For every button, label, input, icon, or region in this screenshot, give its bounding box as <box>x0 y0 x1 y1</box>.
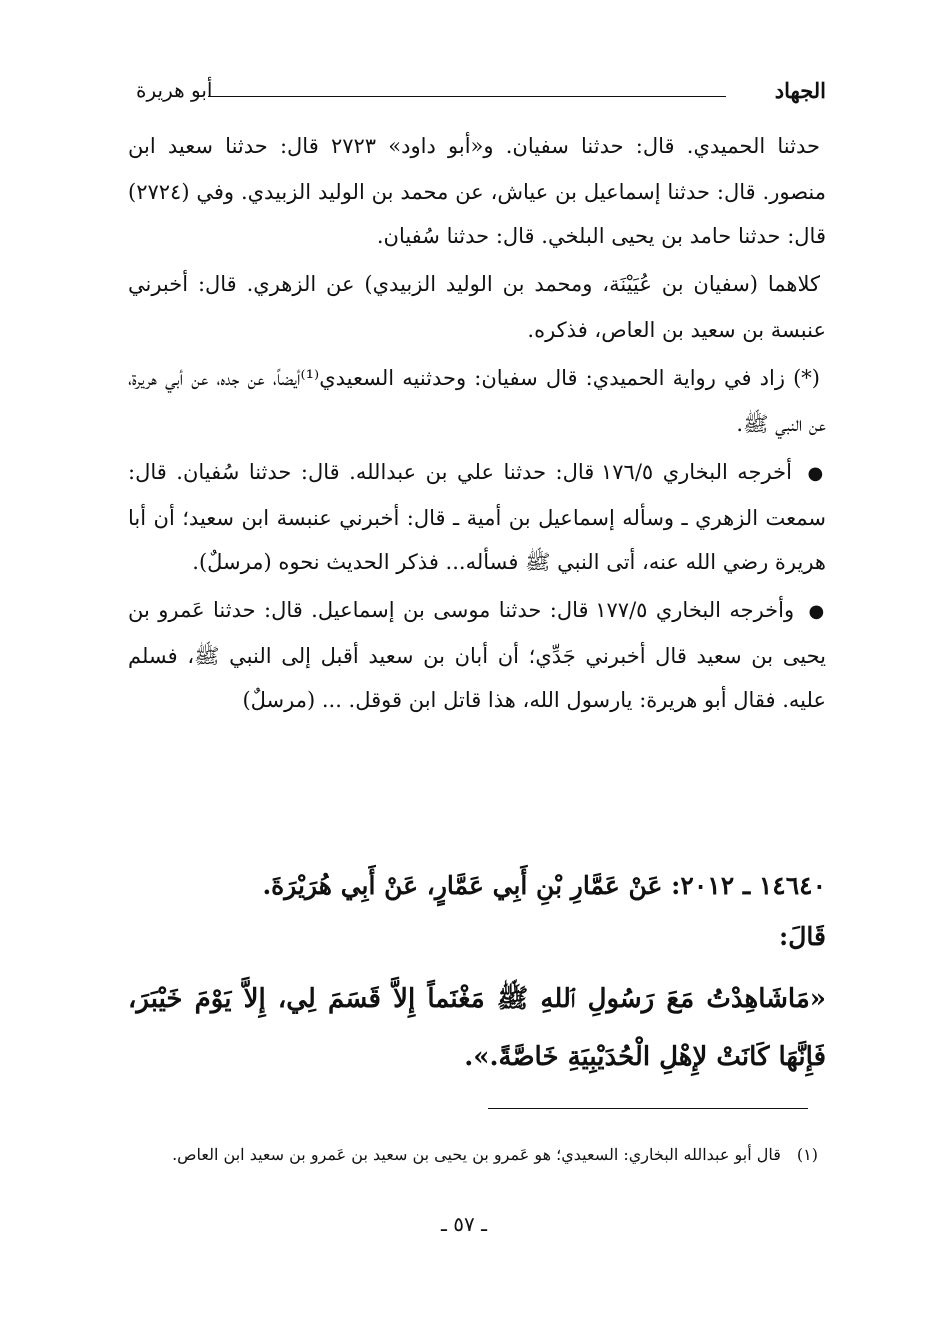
paragraph-5 <box>128 588 826 722</box>
paragraph-text: كلاهما (سفيان بن عُيَيْنَة، ومحمد بن الوليد الزبيدي) عن الزهري. قال: أخبرني عنبسة بن سعيد بن العاص، فذكره. <box>128 272 826 342</box>
running-header <box>136 78 826 112</box>
hadith-said: قَالَ: <box>779 922 826 951</box>
paragraph-2 <box>128 262 826 352</box>
paragraph-4 <box>128 450 826 584</box>
bullet-icon: ● <box>808 601 826 622</box>
header-rule <box>208 96 726 97</box>
hadith-text: «مَاشَاهِدْتُ مَعَ رَسُولِ ٱللهِ ﷺ مَغْنَماً إِلاَّ قَسَمَ لِي، إِلاَّ يَوْمَ خَيْبَرَ، فَإِنَّهَا كَانَتْ لإِهْلِ الْحُدَيْبِيَةِ خَاصَّةً.». <box>128 984 826 1072</box>
footnote-rule <box>488 1108 808 1109</box>
hadith-block <box>128 858 826 1086</box>
paragraph-text: (*) زاد في رواية الحميدي: قال سفيان: وحدثنيه السعيدي⁽¹⁾أيضاً، عن جده، عن أبي هريرة، عن النبي ﷺ. <box>128 366 826 436</box>
paragraph-text: حدثنا الحميدي. قال: حدثنا سفيان. و«أبو داود» ٢٧٢٣ قال: حدثنا سعيد ابن منصور. قال: حدثنا إسماعيل بن عياش، عن محمد بن الوليد الزبيدي. وفي (٢٧٢٤) قال: حدثنا حامد بن يحيى البلخي. قال: حدثنا سُفيان. <box>128 134 826 248</box>
narrator-title: أبو هريرة <box>136 78 213 102</box>
paragraph-3 <box>128 356 826 446</box>
bullet-icon: ● <box>807 463 826 484</box>
page-number: ـ ٥٧ ـ <box>441 1212 487 1236</box>
hadith-heading: ١٤٦٤٠ ـ ٢٠١٢: عَنْ عَمَّارِ بْنِ أَبِي عَمَّارٍ، عَنْ أَبِي هُرَيْرَةَ. <box>262 871 826 900</box>
paragraph-text: أخرجه البخاري ١٧٦/٥ قال: حدثنا علي بن عبدالله. قال: حدثنا سُفيان. قال: سمعت الزهري ـ وسأله إسماعيل بن أمية ـ قال: أخبرني عنبسة ابن سعيد؛ أن أبا هريرة رضي الله عنه، أتى النبي ﷺ فسأله... فذكر الحديث نحوه (مرسلٌ). <box>128 460 826 574</box>
main-text <box>128 124 826 726</box>
footnote-number: (١) <box>796 1145 818 1164</box>
footnote-text: قال أبو عبدالله البخاري: السعيدي؛ هو عَمرو بن يحيى بن سعيد بن عَمرو بن سعيد ابن العاص. <box>172 1145 781 1164</box>
paragraph-1 <box>128 124 826 258</box>
paragraph-text: وأخرجه البخاري ١٧٧/٥ قال: حدثنا موسى بن إسماعيل. قال: حدثنا عَمرو بن يحيى بن سعيد قال أخبرني جَدِّي؛ أن أبان بن سعيد أقبل إلى النبي ﷺ، فسلم عليه. فقال أبو هريرة: يارسول الله، هذا قاتل ابن قوقل. ... (مرسلٌ) <box>128 598 826 712</box>
chapter-title: الجهاد <box>774 78 826 103</box>
footnote <box>128 1138 818 1172</box>
